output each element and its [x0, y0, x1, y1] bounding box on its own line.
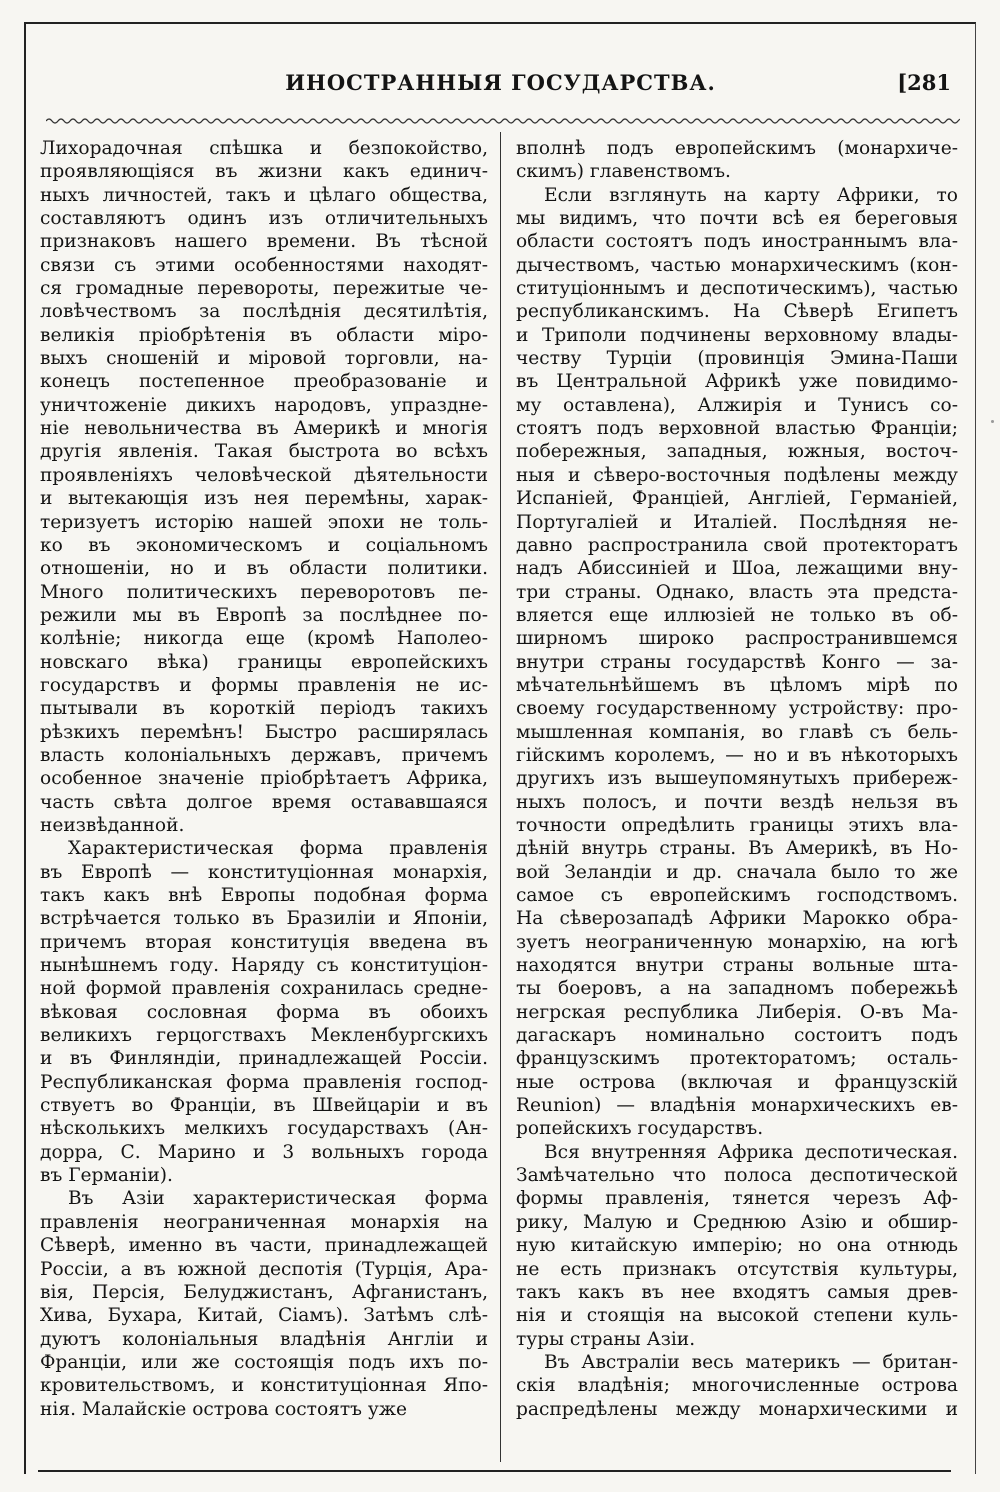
text-line: пытывали въ короткій періодъ такихъ: [40, 698, 488, 720]
text-line: ные острова (включая и французскій: [516, 1071, 958, 1093]
text-line: неизвѣданной.: [40, 814, 185, 836]
text-line: проявляющіяся въ жизни какъ единич-: [40, 161, 488, 183]
text-line: Лихорадочная спѣшка и безпокойство,: [40, 138, 488, 159]
text-line: На сѣверозападѣ Африки Марокко обра-: [516, 908, 958, 930]
text-line: вѣковая сословная форма въ обоихъ: [40, 1001, 488, 1023]
column-divider: [500, 132, 501, 1462]
text-line: Франціи, или же состоящія подъ ихъ по-: [40, 1351, 488, 1373]
text-line: рику, Малую и Среднюю Азію и обшир-: [516, 1211, 958, 1233]
text-line: такъ какъ въ нее входятъ самыя древ-: [516, 1281, 958, 1303]
page-title: ИНОСТРАННЫЯ ГОСУДАРСТВА.: [285, 70, 716, 95]
text-line: Reunion) — владѣнія монархическихъ ев-: [516, 1095, 958, 1117]
text-line: особенное значеніе пріобрѣтаетъ Африка,: [40, 768, 488, 790]
page-number: [281: [897, 70, 951, 95]
text-line: и Триполи подчинены верховному влады-: [516, 324, 958, 346]
text-line: причемъ вторая конституція введена въ: [40, 931, 488, 953]
text-line: ты боеровъ, а на западномъ побережьѣ: [516, 978, 958, 1000]
text-line: ныя и сѣверо-восточныя подѣлены между: [516, 464, 958, 486]
text-column-right: [516, 137, 958, 1421]
text-line: мѣчательнѣйшемъ въ цѣломъ мірѣ по: [516, 674, 958, 696]
text-line: ную китайскую имперію; но она отнюдь: [516, 1235, 958, 1257]
running-header: [26, 70, 975, 104]
page-frame: [24, 22, 976, 1474]
text-line: ширномъ широко распространившемся: [516, 628, 958, 650]
text-line: выхъ сношеній и міровой торговли, на-: [40, 348, 488, 370]
text-line: Если взглянуть на карту Африки, то: [544, 184, 958, 206]
text-line: Въ Австраліи весь материкъ — британ-: [544, 1351, 958, 1373]
text-line: самое съ европейскимъ господствомъ.: [516, 885, 958, 906]
text-line: му оставлена), Алжирія и Тунисъ со-: [516, 394, 958, 416]
text-line: мы видимъ, что почти всѣ ея береговыя: [516, 208, 958, 230]
text-line: кровительствомъ, и конституціонная Япо-: [40, 1375, 488, 1397]
text-line: ко въ экономическомъ и соціальномъ: [40, 534, 488, 556]
text-line: Въ Азіи характеристическая форма: [68, 1188, 488, 1210]
text-line: Сѣверѣ, именно въ части, принадлежащей: [40, 1235, 488, 1257]
text-line: Республиканская форма правленія господ-: [40, 1071, 488, 1093]
text-line: Много политическихъ переворотовъ пе-: [40, 581, 488, 603]
text-line: встрѣчается только въ Бразиліи и Японіи,: [40, 908, 488, 930]
text-line: великихъ герцогствахъ Мекленбургскихъ: [40, 1025, 488, 1047]
text-line: связи съ этими особенностями находят-: [40, 254, 488, 276]
text-line: нія. Малайскіе острова состоятъ уже: [40, 1398, 407, 1420]
text-line: правленія неограниченная монархія на: [40, 1211, 488, 1233]
text-line: туры страны Азіи.: [516, 1328, 696, 1350]
text-line: вія, Персія, Белуджистанъ, Афганистанъ,: [40, 1281, 488, 1303]
text-line: Характеристическая форма правленія: [68, 838, 488, 860]
text-line: другихъ изъ вышеупомянутыхъ прибереж-: [516, 768, 958, 790]
text-line: находятся внутри страны вольные шта-: [516, 955, 958, 977]
text-line: вляется еще иллюзіей не только въ об-: [516, 604, 958, 626]
text-line: Испаніей, Франціей, Англіей, Германіей,: [516, 488, 958, 510]
text-line: такъ какъ внѣ Европы подобная форма: [40, 885, 488, 906]
text-line: ся громадные перевороты, пережитые че-: [40, 278, 488, 300]
text-line: теризуетъ исторію нашей эпохи не толь-: [40, 511, 488, 533]
text-line: дагаскаръ номинально состоитъ подъ: [516, 1025, 958, 1047]
text-line: внутри страны государствѣ Конго — за-: [516, 651, 958, 673]
text-line: распредѣлены между монархическими и: [516, 1398, 958, 1420]
text-line: признаковъ нашего времени. Въ тѣсной: [40, 231, 488, 253]
text-line: часть свѣта долгое время остававшаяся: [40, 791, 488, 813]
text-line: стоятъ подъ верховной властью Франціи;: [516, 418, 958, 440]
text-line: власть колоніальныхъ державъ, причемъ: [40, 744, 488, 766]
text-line: честву Турціи (провинція Эмина-Паши: [516, 348, 958, 370]
text-line: Замѣчательно что полоса деспотической: [516, 1165, 958, 1187]
text-line: составляютъ одинъ изъ отличительныхъ: [40, 208, 488, 230]
text-line: режили мы въ Европѣ за послѣднее по-: [40, 604, 488, 626]
text-line: новскаго вѣка) границы европейскихъ: [40, 651, 488, 673]
text-column-left: [40, 137, 488, 1421]
text-line: ніе невольничества въ Америкѣ и многія: [40, 418, 488, 440]
text-line: гійскимъ королемъ, — но и въ нѣкоторыхъ: [516, 744, 958, 766]
text-line: не есть признакъ отсутствія культуры,: [516, 1258, 958, 1280]
text-line: Хива, Бухара, Китай, Сіамъ). Затѣмъ слѣ-: [40, 1305, 488, 1327]
text-line: надъ Абиссиніей и Шоа, лежащими вну-: [516, 558, 958, 580]
text-line: республиканскимъ. На Сѣверѣ Египетъ: [516, 301, 958, 323]
text-line: Вся внутренняя Африка деспотическая.: [544, 1141, 958, 1163]
text-line: нія и стоящія на высокой степени куль-: [516, 1305, 958, 1327]
text-line: государствъ и формы правленія не ис-: [40, 674, 488, 696]
wavy-divider: [46, 116, 960, 126]
text-line: дорра, С. Марино и 3 вольныхъ города: [40, 1141, 488, 1163]
text-line: три страны. Однако, власть эта предста-: [516, 581, 958, 603]
text-line: вполнѣ подъ европейскимъ (монархиче-: [516, 138, 958, 159]
margin-speck: [991, 420, 994, 423]
text-line: уничтоженіе дикихъ народовъ, упраздне-: [40, 394, 488, 416]
text-line: негрская республика Либерія. О-въ Ма-: [516, 1001, 958, 1023]
text-line: скія владѣнія; многочисленные острова: [516, 1375, 958, 1397]
text-line: рѣзкихъ перемѣнъ! Быстро расширялась: [40, 721, 488, 743]
text-line: ституціоннымъ и деспотическимъ), частью: [516, 278, 958, 300]
text-line: точности опредѣлить границы этихъ вла-: [516, 814, 958, 836]
text-line: зуетъ неограниченную монархію, на югѣ: [516, 931, 958, 953]
text-line: своему государственному устройству: про-: [516, 698, 958, 720]
text-line: Россіи, а въ южной деспотія (Турція, Ара-: [40, 1258, 488, 1280]
text-line: въ Центральной Африкѣ уже повидимо-: [516, 371, 958, 393]
text-line: ныхъ личностей, такъ и цѣлаго общества,: [40, 184, 488, 206]
text-line: отношеніи, но и въ области политики.: [40, 558, 488, 580]
bottom-rule: [38, 1470, 951, 1472]
text-line: проявленіяхъ человѣческой дѣятельности: [40, 464, 488, 486]
text-line: вой Зеландіи и др. сначала было то же: [516, 861, 958, 883]
text-line: въ Европѣ — конституціонная монархія,: [40, 861, 488, 883]
text-line: дѣній внутрь страны. Въ Америкѣ, въ Но-: [516, 838, 958, 860]
text-line: конецъ постепенное преобразованіе и: [40, 371, 488, 393]
text-line: французскимъ протекторатомъ; осталь-: [516, 1048, 958, 1070]
text-line: области состоятъ подъ иностраннымъ вла-: [516, 231, 958, 253]
text-line: давно распространила свой протекторатъ: [516, 534, 958, 556]
text-line: нынѣшнемъ году. Наряду съ конституціон-: [40, 955, 488, 977]
text-line: и вытекающія изъ нея перемѣны, харак-: [40, 488, 488, 510]
text-line: мышленная компанія, во главѣ съ бель-: [516, 721, 958, 743]
text-line: побережныя, западныя, южныя, восточ-: [516, 441, 958, 463]
text-line: колѣніе; никогда еще (кромѣ Наполео-: [40, 628, 488, 650]
text-line: другія явленія. Такая быстрота во всѣхъ: [40, 441, 488, 463]
text-line: великія пріобрѣтенія въ области міро-: [40, 324, 488, 346]
text-line: ной формой правленія сохранилась средне-: [40, 978, 488, 1000]
text-line: ныхъ полосъ, и почти вездѣ нельзя въ: [516, 791, 958, 813]
text-line: формы правленія, тянется черезъ Аф-: [516, 1188, 958, 1210]
text-line: дуютъ колоніальныя владѣнія Англіи и: [40, 1328, 488, 1350]
text-line: въ Германіи).: [40, 1165, 173, 1187]
text-line: нѣсколькихъ мелкихъ государствахъ (Ан-: [40, 1118, 488, 1140]
text-line: ловѣчествомъ за послѣднія десятилѣтія,: [40, 301, 488, 323]
text-line: скимъ) главенствомъ.: [516, 161, 731, 183]
text-line: Португаліей и Италіей. Послѣдняя не-: [516, 511, 958, 533]
text-line: дычествомъ, частью монархическимъ (кон-: [516, 254, 958, 276]
text-line: и въ Финляндіи, принадлежащей Россіи.: [40, 1048, 488, 1070]
text-line: ствуетъ во Франціи, въ Швейцаріи и въ: [40, 1095, 488, 1117]
text-line: ропейскихъ государствъ.: [516, 1118, 764, 1140]
